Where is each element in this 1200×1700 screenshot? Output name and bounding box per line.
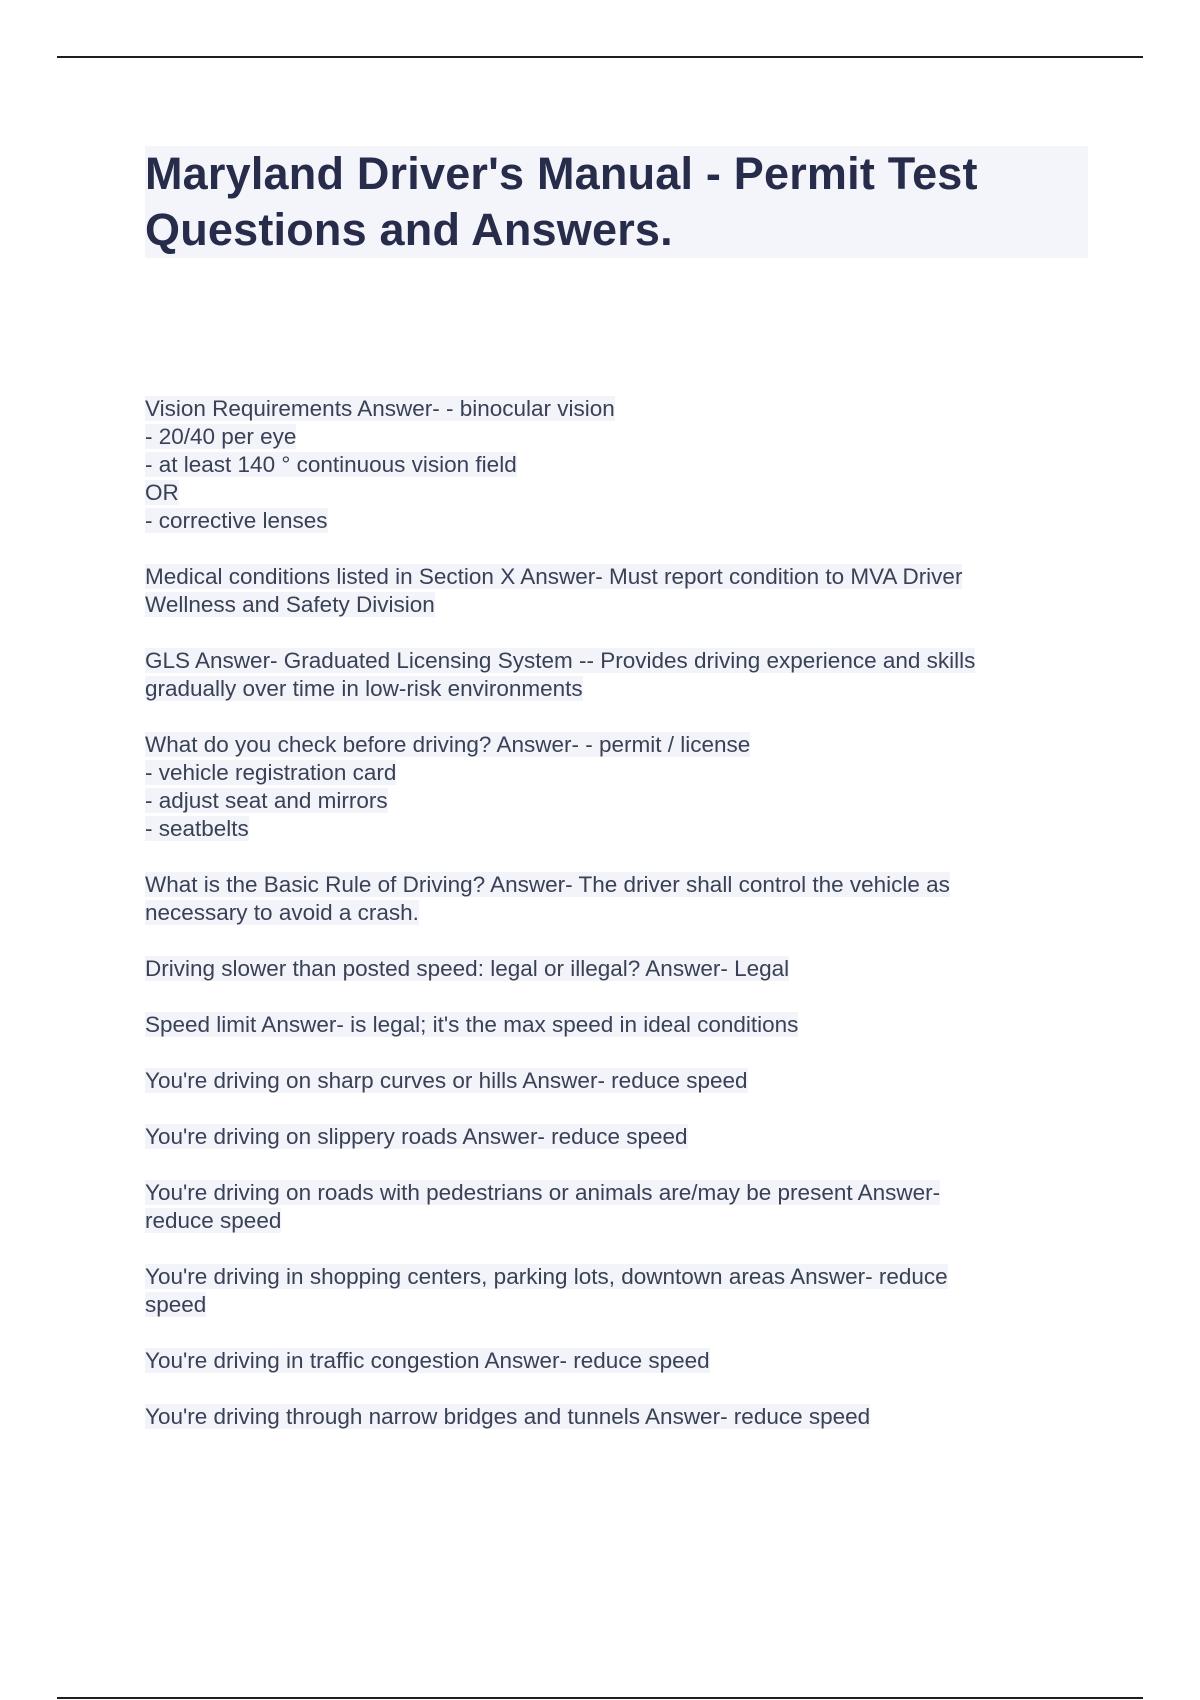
qa-line-text: You're driving on roads with pedestrians or animals are/may be present Answer- — [145, 1180, 941, 1205]
qa-line-text: What is the Basic Rule of Driving? Answer- The driver shall control the vehicle as — [145, 872, 950, 897]
qa-line-text: You're driving through narrow bridges and tunnels Answer- reduce speed — [145, 1404, 871, 1429]
qa-line — [145, 899, 1105, 927]
bottom-divider — [57, 1697, 1143, 1699]
qa-line — [145, 423, 1105, 451]
qa-item — [145, 1403, 1105, 1431]
qa-line-text: GLS Answer- Graduated Licensing System -- Provides driving experience and skills — [145, 648, 976, 673]
qa-line — [145, 1123, 1105, 1151]
qa-line — [145, 1263, 1105, 1291]
qa-line — [145, 675, 1105, 703]
qa-line-text: - seatbelts — [145, 816, 249, 841]
qa-item — [145, 1011, 1105, 1039]
qa-line — [145, 1207, 1105, 1235]
qa-line — [145, 1179, 1105, 1207]
qa-line — [145, 787, 1105, 815]
top-divider — [57, 56, 1143, 58]
qa-line — [145, 955, 1105, 983]
qa-line — [145, 1403, 1105, 1431]
qa-item — [145, 1179, 1105, 1235]
qa-line-text: Speed limit Answer- is legal; it's the max speed in ideal conditions — [145, 1012, 799, 1037]
qa-line-text: What do you check before driving? Answer- - permit / license — [145, 732, 751, 757]
qa-line — [145, 591, 1105, 619]
qa-list — [145, 395, 1105, 1459]
qa-line-text: OR — [145, 480, 179, 505]
qa-item — [145, 1067, 1105, 1095]
qa-line — [145, 479, 1105, 507]
qa-line — [145, 563, 1105, 591]
qa-line — [145, 395, 1105, 423]
qa-item — [145, 955, 1105, 983]
qa-line-text: - corrective lenses — [145, 508, 328, 533]
qa-item — [145, 395, 1105, 535]
qa-line — [145, 871, 1105, 899]
qa-line-text: speed — [145, 1292, 207, 1317]
qa-line — [145, 731, 1105, 759]
qa-line — [145, 507, 1105, 535]
qa-line-text: You're driving in shopping centers, parking lots, downtown areas Answer- reduce — [145, 1264, 948, 1289]
qa-line-text: gradually over time in low-risk environments — [145, 676, 583, 701]
qa-line-text: You're driving on sharp curves or hills Answer- reduce speed — [145, 1068, 748, 1093]
qa-line-text: - adjust seat and mirrors — [145, 788, 388, 813]
document-title: Maryland Driver's Manual - Permit Test Questions and Answers. — [145, 148, 978, 255]
qa-line — [145, 815, 1105, 843]
qa-line — [145, 759, 1105, 787]
qa-line-text: - at least 140 ° continuous vision field — [145, 452, 517, 477]
qa-item — [145, 871, 1105, 927]
qa-item — [145, 1123, 1105, 1151]
qa-line-text: You're driving in traffic congestion Answer- reduce speed — [145, 1348, 710, 1373]
qa-line-text: reduce speed — [145, 1208, 282, 1233]
qa-line — [145, 1011, 1105, 1039]
qa-item — [145, 1263, 1105, 1319]
qa-line — [145, 1291, 1105, 1319]
qa-line-text: Medical conditions listed in Section X Answer- Must report condition to MVA Driver — [145, 564, 963, 589]
qa-item — [145, 731, 1105, 843]
qa-line-text: Driving slower than posted speed: legal or illegal? Answer- Legal — [145, 956, 790, 981]
qa-line-text: - vehicle registration card — [145, 760, 397, 785]
qa-item — [145, 1347, 1105, 1375]
qa-line-text: Wellness and Safety Division — [145, 592, 435, 617]
qa-line-text: - 20/40 per eye — [145, 424, 297, 449]
qa-line — [145, 647, 1105, 675]
qa-line-text: You're driving on slippery roads Answer- reduce speed — [145, 1124, 688, 1149]
qa-line-text: Vision Requirements Answer- - binocular vision — [145, 396, 615, 421]
title-block — [145, 146, 1088, 258]
qa-line — [145, 451, 1105, 479]
qa-line-text: necessary to avoid a crash. — [145, 900, 419, 925]
qa-item — [145, 563, 1105, 619]
qa-line — [145, 1067, 1105, 1095]
qa-item — [145, 647, 1105, 703]
qa-line — [145, 1347, 1105, 1375]
